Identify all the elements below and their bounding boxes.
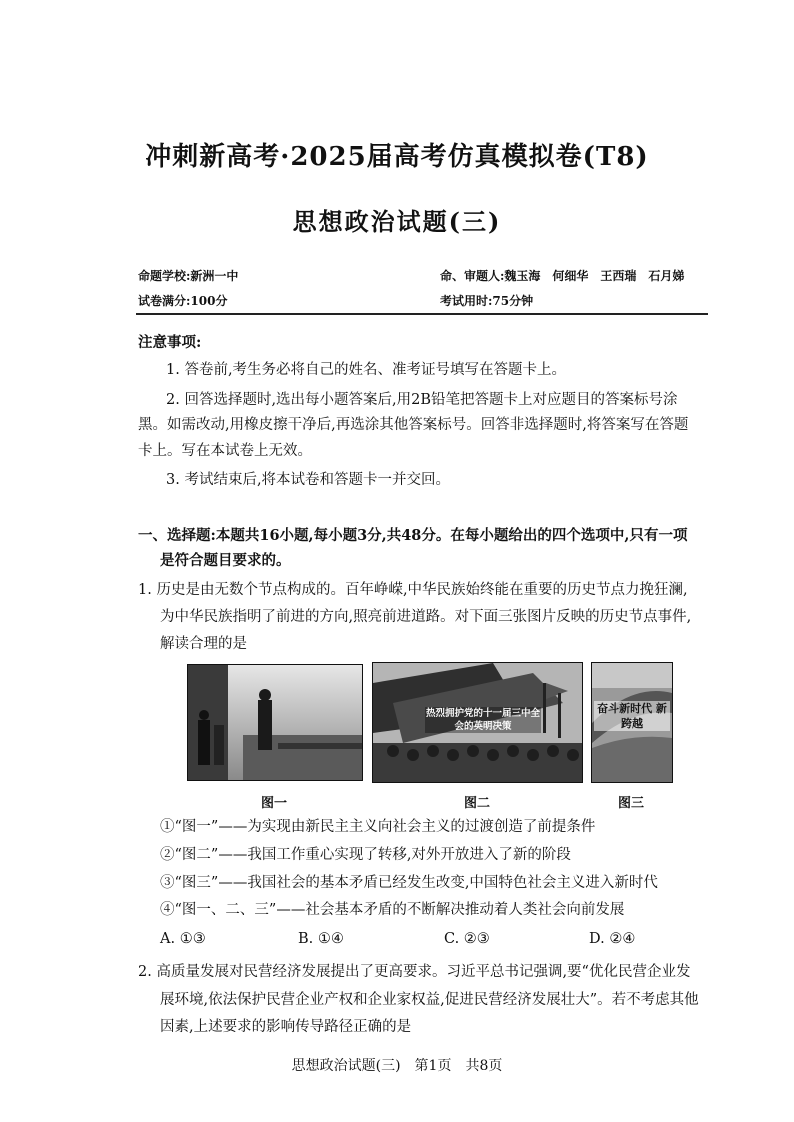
notice-item-2-line-3: 卡上。写在本试卷上无效。 xyxy=(138,443,312,459)
figure-2-photo xyxy=(372,662,583,783)
header-divider xyxy=(136,313,708,315)
figure-3-photo xyxy=(591,662,673,783)
q1-choice-c: C. ②③ xyxy=(444,931,490,947)
figure-3-caption: 图三 xyxy=(617,796,644,811)
figure-3-banner: 奋斗新时代 新跨越 xyxy=(594,701,670,731)
full-score-label: 试卷满分:100分 xyxy=(138,294,228,308)
q2-stem-line-2: 展环境,依法保护民营企业产权和企业家权益,促进民营经济发展壮大”。若不考虑其他 xyxy=(160,992,699,1008)
q1-choice-d: D. ②④ xyxy=(589,931,636,947)
q1-choice-b: B. ①④ xyxy=(298,931,344,947)
figure-2-caption: 图二 xyxy=(463,796,490,811)
q2-stem-line-1: 2. 高质量发展对民营经济发展提出了更高要求。习近平总书记强调,要“优化民营企业发 xyxy=(138,964,691,980)
figure-1-photo xyxy=(187,664,363,781)
figure-2-banner: 热烈拥护党的十一届三中全会的英明决策 xyxy=(425,708,540,732)
q1-choice-a: A. ①③ xyxy=(160,931,206,947)
notice-item-1: 1. 答卷前,考生务必将自己的姓名、准考证号填写在答题卡上。 xyxy=(166,362,567,378)
q1-stem-line-2: 为中华民族指明了前进的方向,照亮前进道路。对下面三张图片反映的历史节点事件, xyxy=(160,609,692,625)
q1-option-1: ①“图一”——为实现由新民主主义向社会主义的过渡创造了前提条件 xyxy=(160,819,596,835)
q1-option-2: ②“图二”——我国工作重心实现了转移,对外开放进入了新的阶段 xyxy=(160,847,571,863)
exam-title: 冲刺新高考·2025届高考仿真模拟卷(T8) xyxy=(145,142,649,172)
notice-item-2-line-2: 黑。如需改动,用橡皮擦干净后,再选涂其他答案标号。回答非选择题时,将答案写在答题 xyxy=(138,417,689,433)
authors-label: 命、审题人:魏玉海 何细华 王西瑞 石月娣 xyxy=(440,269,685,283)
notice-heading: 注意事项: xyxy=(138,334,202,351)
q1-option-3: ③“图三”——我国社会的基本矛盾已经发生改变,中国特色社会主义进入新时代 xyxy=(160,875,658,891)
figure-1-caption: 图一 xyxy=(260,796,287,811)
q1-stem-line-1: 1. 历史是由无数个节点构成的。百年峥嵘,中华民族始终能在重要的历史节点力挽狂澜, xyxy=(138,582,688,598)
notice-item-2-line-1: 2. 回答选择题时,选出每小题答案后,用2B铅笔把答题卡上对应题目的答案标号涂 xyxy=(166,392,678,408)
q2-stem-line-3: 因素,上述要求的影响传导路径正确的是 xyxy=(160,1019,412,1035)
q1-option-4: ④“图一、二、三”——社会基本矛盾的不断解决推动着人类社会向前发展 xyxy=(160,902,625,918)
section-1-line-1: 一、选择题:本题共16小题,每小题3分,共48分。在每小题给出的四个选项中,只有一项 xyxy=(138,527,688,544)
page-footer: 思想政治试题(三) 第1页 共8页 xyxy=(291,1058,503,1074)
section-1-line-2: 是符合题目要求的。 xyxy=(160,552,291,569)
exam-subtitle: 思想政治试题(三) xyxy=(292,207,502,236)
duration-label: 考试用时:75分钟 xyxy=(440,294,534,308)
notice-item-3: 3. 考试结束后,将本试卷和答题卡一并交回。 xyxy=(166,472,451,488)
q1-stem-line-3: 解读合理的是 xyxy=(160,636,247,652)
figure-1-illustration xyxy=(188,665,362,780)
school-label: 命题学校:新洲一中 xyxy=(138,269,239,283)
